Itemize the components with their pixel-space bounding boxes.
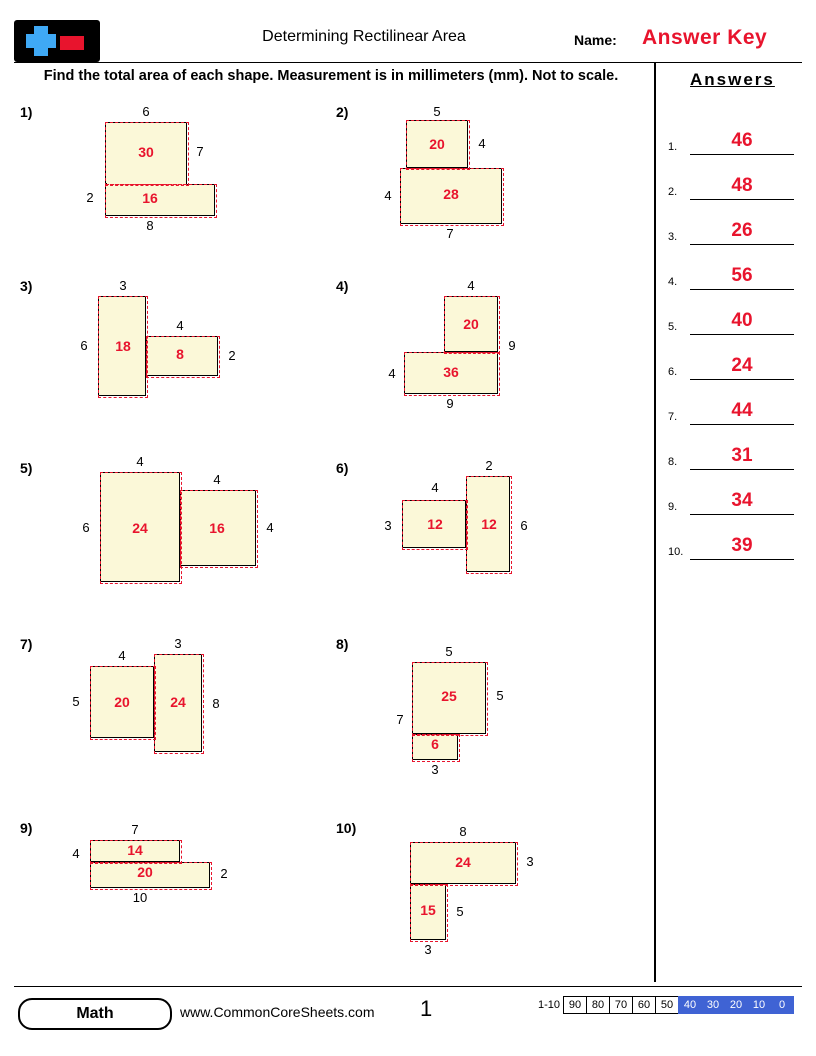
dimension-mid-top: 4	[176, 318, 184, 333]
dimension-left: 7	[396, 712, 404, 727]
page-header	[14, 20, 802, 62]
answer-row	[668, 245, 794, 290]
scale-range-label: 1-10	[538, 999, 561, 1011]
answer-number: 10.	[668, 546, 684, 558]
dimension-right: 5	[496, 688, 504, 703]
dimension-left: 5	[72, 694, 80, 709]
problem-figure	[20, 278, 320, 418]
answers-heading: Answers	[690, 70, 775, 89]
dimension-left: 4	[72, 846, 80, 861]
problem-2	[336, 104, 636, 244]
dimension-top-left: 4	[431, 480, 439, 495]
page-number: 1	[420, 996, 433, 1021]
dimension-right: 8	[212, 696, 220, 711]
grading-scale	[538, 996, 794, 1014]
area-value-left: 24	[132, 520, 148, 536]
dimension-right: 4	[266, 520, 274, 535]
answer-underline	[690, 559, 794, 561]
answer-number: 1.	[668, 141, 678, 153]
scale-cell: 90	[563, 996, 586, 1014]
column-divider	[654, 62, 656, 982]
scale-cell: 80	[586, 996, 609, 1014]
scale-cell: 50	[655, 996, 678, 1014]
problem-7	[20, 636, 320, 786]
answer-number: 3.	[668, 231, 678, 243]
answer-number: 2.	[668, 186, 678, 198]
area-value-lower: 15	[420, 902, 436, 918]
area-value-right: 12	[481, 516, 497, 532]
answer-value: 40	[731, 310, 753, 331]
area-value-lower: 16	[142, 190, 158, 206]
dimension-left: 3	[384, 518, 392, 533]
problem-figure	[336, 104, 636, 244]
dimension-left: 6	[82, 520, 90, 535]
answer-number: 8.	[668, 456, 678, 468]
answer-row	[668, 425, 794, 470]
problem-1	[20, 104, 320, 244]
dimension-bottom: 3	[431, 762, 439, 777]
answer-value: 26	[731, 220, 753, 241]
problem-number: 1)	[20, 104, 33, 120]
dimension-top: 4	[467, 278, 475, 293]
dimension-top: 3	[119, 278, 127, 293]
answer-row	[668, 155, 794, 200]
problem-8	[336, 636, 636, 786]
dimension-bottom: 8	[146, 218, 154, 233]
problem-figure	[20, 820, 320, 940]
problem-number: 4)	[336, 278, 349, 294]
area-value-left: 20	[114, 694, 130, 710]
answer-value: 31	[731, 445, 753, 466]
answer-number: 7.	[668, 411, 678, 423]
problem-number: 2)	[336, 104, 349, 120]
dimension-top: 8	[459, 824, 467, 839]
scale-cell: 30	[701, 996, 724, 1014]
problem-number: 7)	[20, 636, 33, 652]
problem-10	[336, 820, 636, 970]
scale-cell: 60	[632, 996, 655, 1014]
answer-value: 44	[731, 400, 753, 421]
dimension-right: 2	[228, 348, 236, 363]
footer-divider	[14, 986, 802, 987]
problem-number: 6)	[336, 460, 349, 476]
answer-number: 6.	[668, 366, 678, 378]
answer-number: 5.	[668, 321, 678, 333]
dimension-bottom: 7	[446, 226, 454, 241]
scale-cell: 40	[678, 996, 701, 1014]
site-logo-icon	[14, 20, 100, 62]
answer-row	[668, 515, 794, 560]
problem-figure	[336, 278, 636, 418]
dimension-left: 2	[86, 190, 94, 205]
area-value-lower: 20	[137, 864, 153, 880]
area-value-upper: 30	[138, 144, 154, 160]
answer-number: 4.	[668, 276, 678, 288]
dimension-right: 7	[196, 144, 204, 159]
problem-figure	[336, 820, 636, 970]
dimension-bottom: 3	[424, 942, 432, 957]
scale-cell: 0	[770, 996, 794, 1014]
dimension-top: 5	[433, 104, 441, 119]
answer-value: 24	[731, 355, 753, 376]
problem-number: 5)	[20, 460, 33, 476]
dimension-top-left: 4	[136, 454, 144, 469]
problem-figure	[20, 636, 320, 786]
dimension-right-top: 3	[526, 854, 534, 869]
problem-number: 9)	[20, 820, 33, 836]
problem-figure	[336, 636, 636, 786]
answer-value: 46	[731, 130, 753, 151]
area-value-left: 18	[115, 338, 131, 354]
answer-row	[668, 470, 794, 515]
answer-row	[668, 200, 794, 245]
answer-row	[668, 290, 794, 335]
area-value-upper: 20	[429, 136, 445, 152]
dimension-top-right: 4	[213, 472, 221, 487]
area-value-upper: 14	[127, 842, 143, 858]
dimension-right: 9	[508, 338, 516, 353]
area-value-right: 24	[170, 694, 186, 710]
problem-number: 3)	[20, 278, 33, 294]
instructions-text: Find the total area of each shape. Measurement is in millimeters (mm). Not to scale.	[43, 68, 619, 84]
dimension-left: 4	[388, 366, 396, 381]
dimension-right: 6	[520, 518, 528, 533]
dimension-top-right: 2	[485, 458, 493, 473]
scale-cell: 10	[747, 996, 770, 1014]
problem-5	[20, 454, 320, 600]
area-value-right: 8	[176, 346, 184, 362]
subject-badge: Math	[18, 998, 172, 1030]
area-value-left: 12	[427, 516, 443, 532]
dimension-right-bottom: 5	[456, 904, 464, 919]
answer-row	[668, 110, 794, 155]
dimension-bottom: 10	[132, 890, 148, 905]
dimension-bottom: 9	[446, 396, 454, 411]
answer-value: 48	[731, 175, 753, 196]
problem-6	[336, 460, 636, 600]
scale-cell: 70	[609, 996, 632, 1014]
problem-4	[336, 278, 636, 418]
problem-3	[20, 278, 320, 418]
dimension-top: 5	[445, 644, 453, 659]
answer-row	[668, 380, 794, 425]
answer-value: 39	[731, 535, 753, 556]
dimension-top: 7	[131, 822, 139, 837]
area-value-lower: 6	[431, 736, 439, 752]
logo-cross-horizontal	[26, 34, 56, 48]
problem-figure	[20, 104, 320, 244]
answer-row	[668, 335, 794, 380]
answer-value: 56	[731, 265, 753, 286]
answer-key-badge: Answer Key	[642, 26, 768, 49]
area-value-upper: 20	[463, 316, 479, 332]
problem-number: 8)	[336, 636, 349, 652]
answer-value: 34	[731, 490, 753, 511]
area-value-upper: 25	[441, 688, 457, 704]
problem-figure	[20, 454, 320, 600]
area-value-upper: 24	[455, 854, 471, 870]
problem-number: 10)	[336, 820, 357, 836]
problem-9	[20, 820, 320, 940]
header-divider	[14, 62, 802, 63]
dimension-left: 4	[384, 188, 392, 203]
page-title: Determining Rectilinear Area	[262, 28, 466, 45]
dimension-top-right: 3	[174, 636, 182, 651]
area-value-lower: 28	[443, 186, 459, 202]
dimension-top-left: 4	[118, 648, 126, 663]
dimension-top: 6	[142, 104, 150, 119]
scale-cell: 20	[724, 996, 747, 1014]
website-url: www.CommonCoreSheets.com	[180, 1004, 375, 1020]
dimension-right: 4	[478, 136, 486, 151]
area-value-right: 16	[209, 520, 225, 536]
dimension-right: 2	[220, 866, 228, 881]
problem-figure	[336, 460, 636, 600]
answer-number: 9.	[668, 501, 678, 513]
name-label: Name:	[574, 32, 617, 48]
area-value-lower: 36	[443, 364, 459, 380]
dimension-left: 6	[80, 338, 88, 353]
logo-red-block	[60, 36, 84, 50]
